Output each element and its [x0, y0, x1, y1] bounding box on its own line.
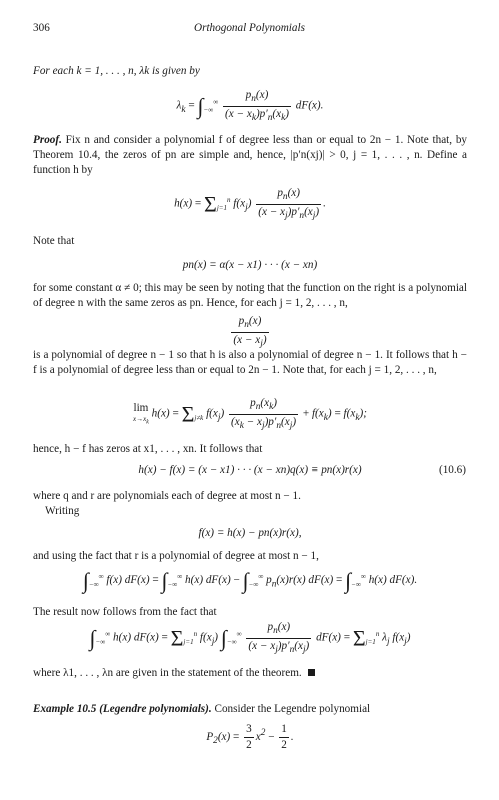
- page-number: 306: [33, 22, 50, 34]
- running-title: Orthogonal Polynomials: [194, 22, 305, 34]
- writing-text: Writing: [45, 505, 80, 517]
- proof-paragraph-3: is a polynomial of degree n − 1 so that h is also a polynomial of degree n − 1. It follows that h − f is a polynomial of degree less than or equal to 2n − 1. Note that, for each j = 1, 2, . . . , n,: [33, 349, 467, 376]
- equation-h: $h(x) = \Sigma_{j=1}^n$ $f(x_j)$ $\frac{p_n(x)}{(x - x_j)p'_n(x_j)}$ .: [174, 187, 326, 221]
- proof-paragraph-5: where q and r are polynomials each of degree at most n − 1.: [33, 490, 301, 502]
- proof-paragraph-8: where λ1, . . . , λn are given in the statement of the theorem.: [33, 666, 467, 681]
- intro-text: For each k = 1, . . . , n, λk is given by: [33, 65, 200, 77]
- equation-number: (10.6): [438, 464, 466, 476]
- note-that-text: Note that: [33, 235, 75, 247]
- equation-integrals: $\int_{-\infty}^\infty$ f(x) $dF(x) = \int_{-\infty}^\infty$ h(x) $dF(x) - \int_{-\infty}^\infty$ $p_n(x)r(x) dF(x) = \int_{-\infty}^\infty$ h(x) dF(x).: [82, 568, 418, 593]
- equation-legendre: $P_2(x)$ = $\frac{3}{2}$ $x^2$ − $\frac{1}{2}$ .: [206, 723, 294, 751]
- proof-paragraph-4: hence, h − f has zeros at x1, . . . , xn. It follows that: [33, 443, 263, 455]
- proof-paragraph-1: Proof. Fix n and consider a polynomial f of degree less than or equal to 2n − 1. Note that, by Theorem 10.4, the zeros of pn are simple and, hence, |p′n(xj)| > 0, j = 1, . . . , n. Define a function h by: [33, 134, 468, 176]
- example-paragraph: Example 10.5 (Legendre polynomials). Consider the Legendre polynomial: [33, 703, 371, 715]
- equation-final: $\int_{-\infty}^\infty$ h(x) $dF(x) = \Sigma_{j=1}^n$ $f(x_j)$ $\int_{-\infty}^\infty$ $\frac{p_n(x)}{(x - x_j)p'_n(x_j)}$ $dF(x) = \Sigma_{j=1}^n$ $\lambda_j$ $f(x_j)$: [89, 621, 411, 655]
- equation-f: f(x) = h(x) − pn(x)r(x),: [198, 527, 302, 539]
- running-header: [33, 21, 466, 37]
- equation-limit: lim $x\to x_k$ $h(x) = \Sigma_{j\ne k}$ $f(x_j)$ $\frac{p_n(x_k)}{(x_k - x_j)p'_n(x_j)}$ + $f(x_k) = f(x_k)$;: [133, 397, 367, 431]
- proof-paragraph-2: for some constant α ≠ 0; this may be seen by noting that the function on the right is a polynomial of degree n with the same zeros as pn. Hence, for each j = 1, 2, . . . , n,: [33, 282, 467, 309]
- proof-label: Proof.: [33, 134, 62, 146]
- equation-10-6: h(x) − f(x) = (x − x1) · · · (x − xn)q(x) ≡ pn(x)r(x): [138, 464, 362, 476]
- equation-ratio: $\frac{p_n(x)}{(x - x_j)}$: [233, 315, 267, 349]
- equation-pn: pn(x) = α(x − x1) · · · (x − xn): [182, 259, 318, 271]
- qed-square-icon: [308, 669, 315, 676]
- proof-paragraph-7: The result now follows from the fact that: [33, 606, 217, 618]
- equation-lambda: $\lambda_k = \int_{-\infty}^\infty$ $\frac{p_n(x)}{(x - x_k)p'_n(x_k)}$ dF(x).: [176, 89, 324, 123]
- example-label: Example 10.5 (Legendre polynomials).: [33, 703, 212, 715]
- proof-paragraph-6: and using the fact that r is a polynomial of degree at most n − 1,: [33, 550, 319, 562]
